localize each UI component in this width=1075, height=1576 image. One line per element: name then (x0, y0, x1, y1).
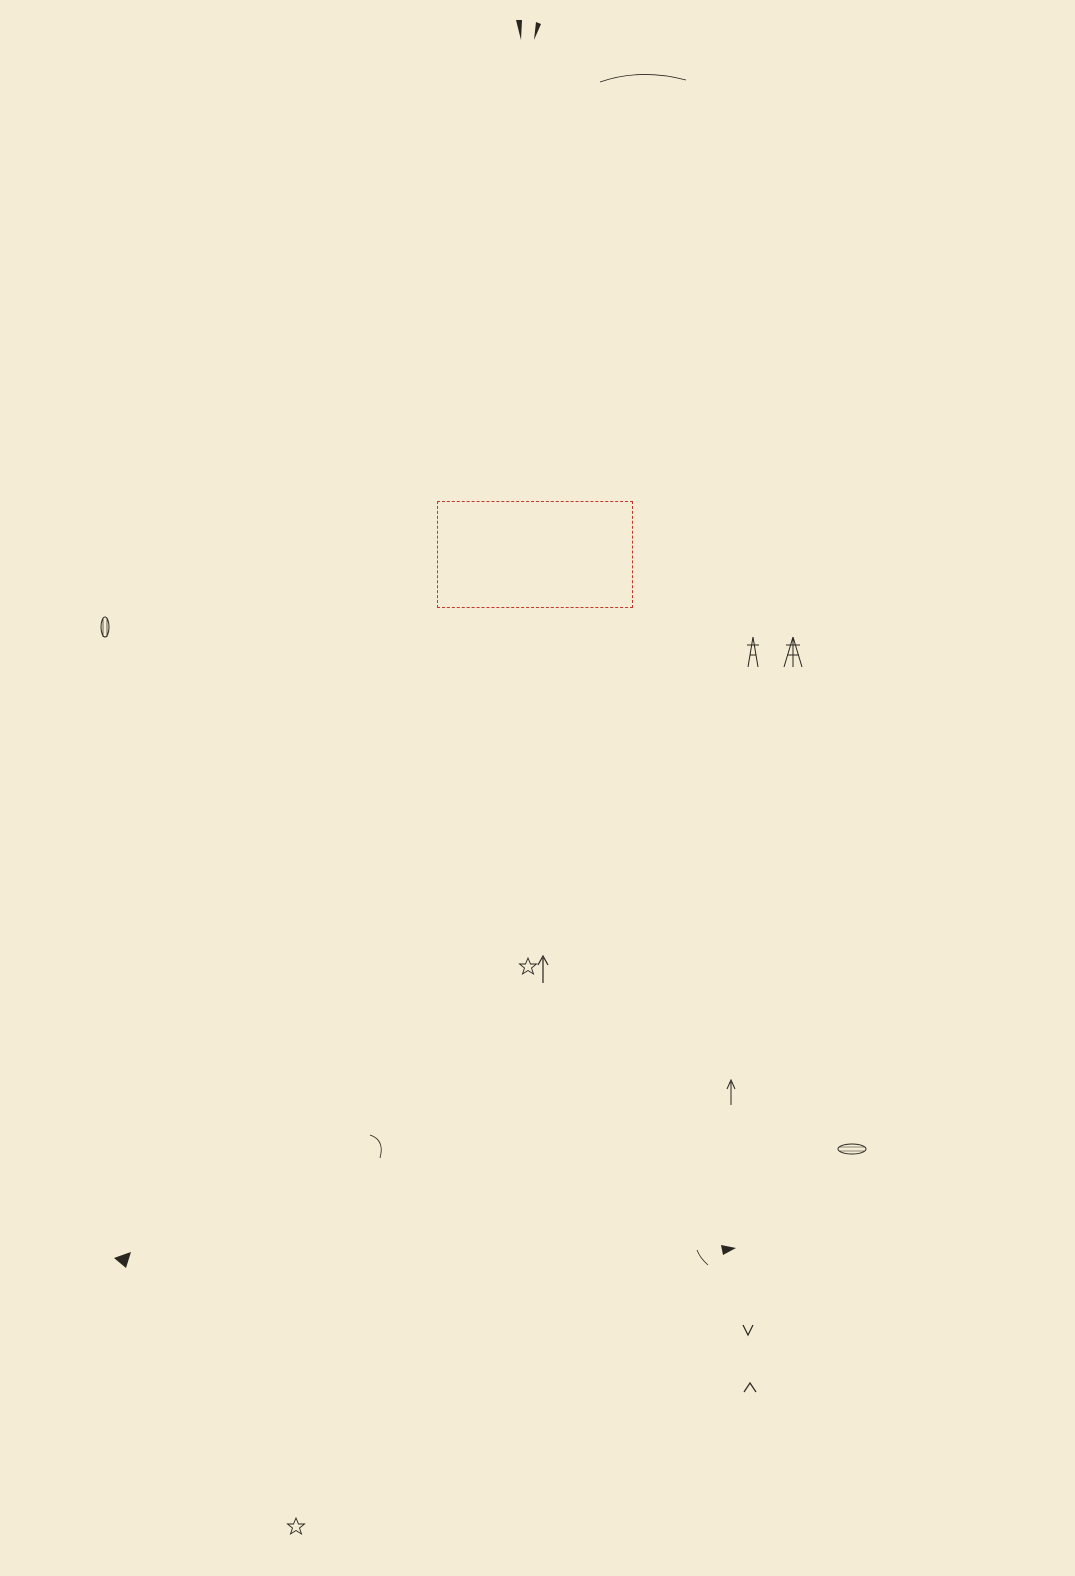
start-triangle-icon (516, 20, 522, 40)
start-triangle-icon (534, 22, 541, 40)
legend-symbols (101, 20, 866, 1534)
sc-decrease-icon (744, 1383, 756, 1392)
start-triangle-icon (721, 1245, 736, 1255)
puff-stitch-icon (101, 617, 109, 637)
start-triangle-icon (114, 1252, 131, 1268)
dc-together-icon (747, 637, 802, 667)
star-marker-icon (288, 1518, 305, 1534)
arrow-up-icon (538, 956, 548, 983)
note-box (437, 501, 633, 608)
star-marker-icon (520, 958, 537, 974)
horizontal-petal-icon (838, 1144, 866, 1154)
sc-increase-icon (743, 1325, 753, 1335)
arrow-up-icon (727, 1080, 735, 1105)
